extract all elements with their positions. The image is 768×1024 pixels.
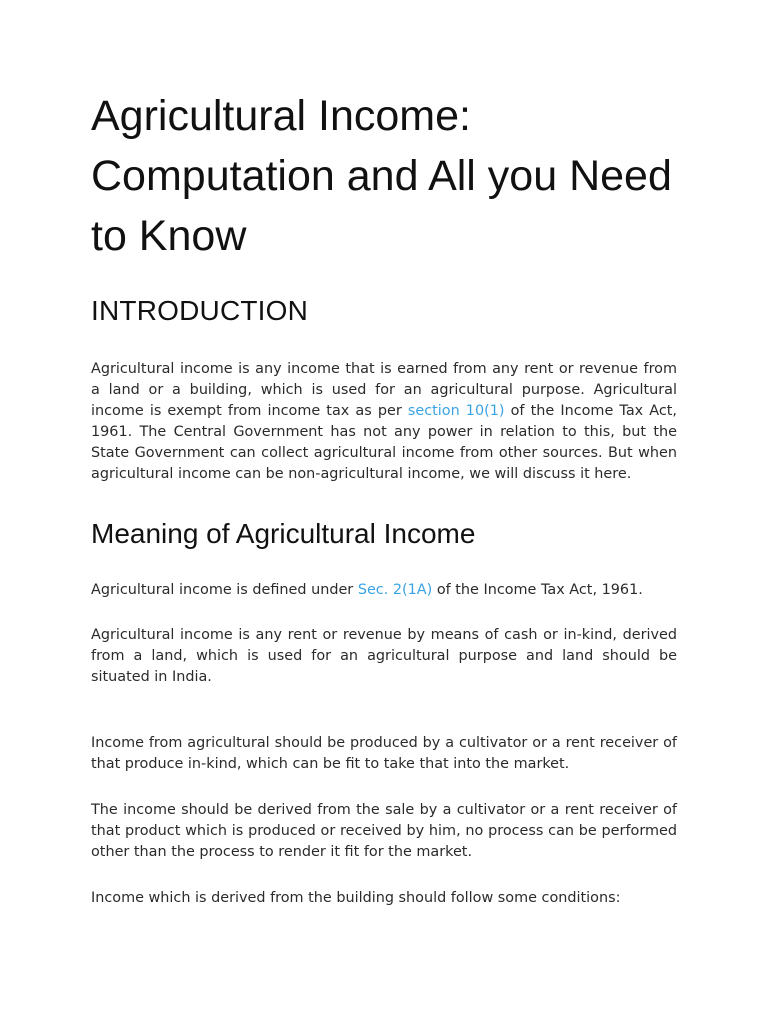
introduction-heading: INTRODUCTION xyxy=(91,295,309,326)
introduction-text-start: Agricultural income is any income that is earned from any rent or revenue from a land or a building, which is used for an agricultural purpose. Agricultural income is exempt from income tax as per xyxy=(91,361,677,419)
sec-2-1a-link[interactable]: Sec. 2(1A) xyxy=(357,582,433,598)
article xyxy=(91,86,677,909)
meaning-heading: Meaning of Agricultural Income xyxy=(91,518,476,549)
section-10-1-link[interactable]: section 10(1) xyxy=(407,403,505,419)
body-paragraph: Income which is derived from the building should follow some conditions: xyxy=(91,890,621,906)
introduction-text-end: of the Income Tax Act, 1961. The Central Government has not any power in relation to this, but the State Government can collect agricultural income from other sources. But when agricultural income can be non-agricultural income, we will discuss it here. xyxy=(91,403,678,482)
definition-paragraph xyxy=(91,580,677,601)
page-title: Agricultural Income: Computation and All you Need to Know xyxy=(91,92,672,260)
definition-text-start: Agricultural income is defined under xyxy=(91,582,358,598)
introduction-paragraph xyxy=(91,359,677,485)
body-paragraph: Income from agricultural should be produced by a cultivator or a rent receiver of that produce in-kind, which can be fit to take that into the market. xyxy=(91,735,677,772)
body-paragraph: The income should be derived from the sale by a cultivator or a rent receiver of that product which is produced or received by him, no process can be performed other than the process to render it fit for the market. xyxy=(91,802,677,860)
definition-text-end: of the Income Tax Act, 1961. xyxy=(432,582,643,598)
body-paragraph: Agricultural income is any rent or revenue by means of cash or in-kind, derived from a land, which is used for an agricultural purpose and land should be situated in India. xyxy=(91,627,677,685)
